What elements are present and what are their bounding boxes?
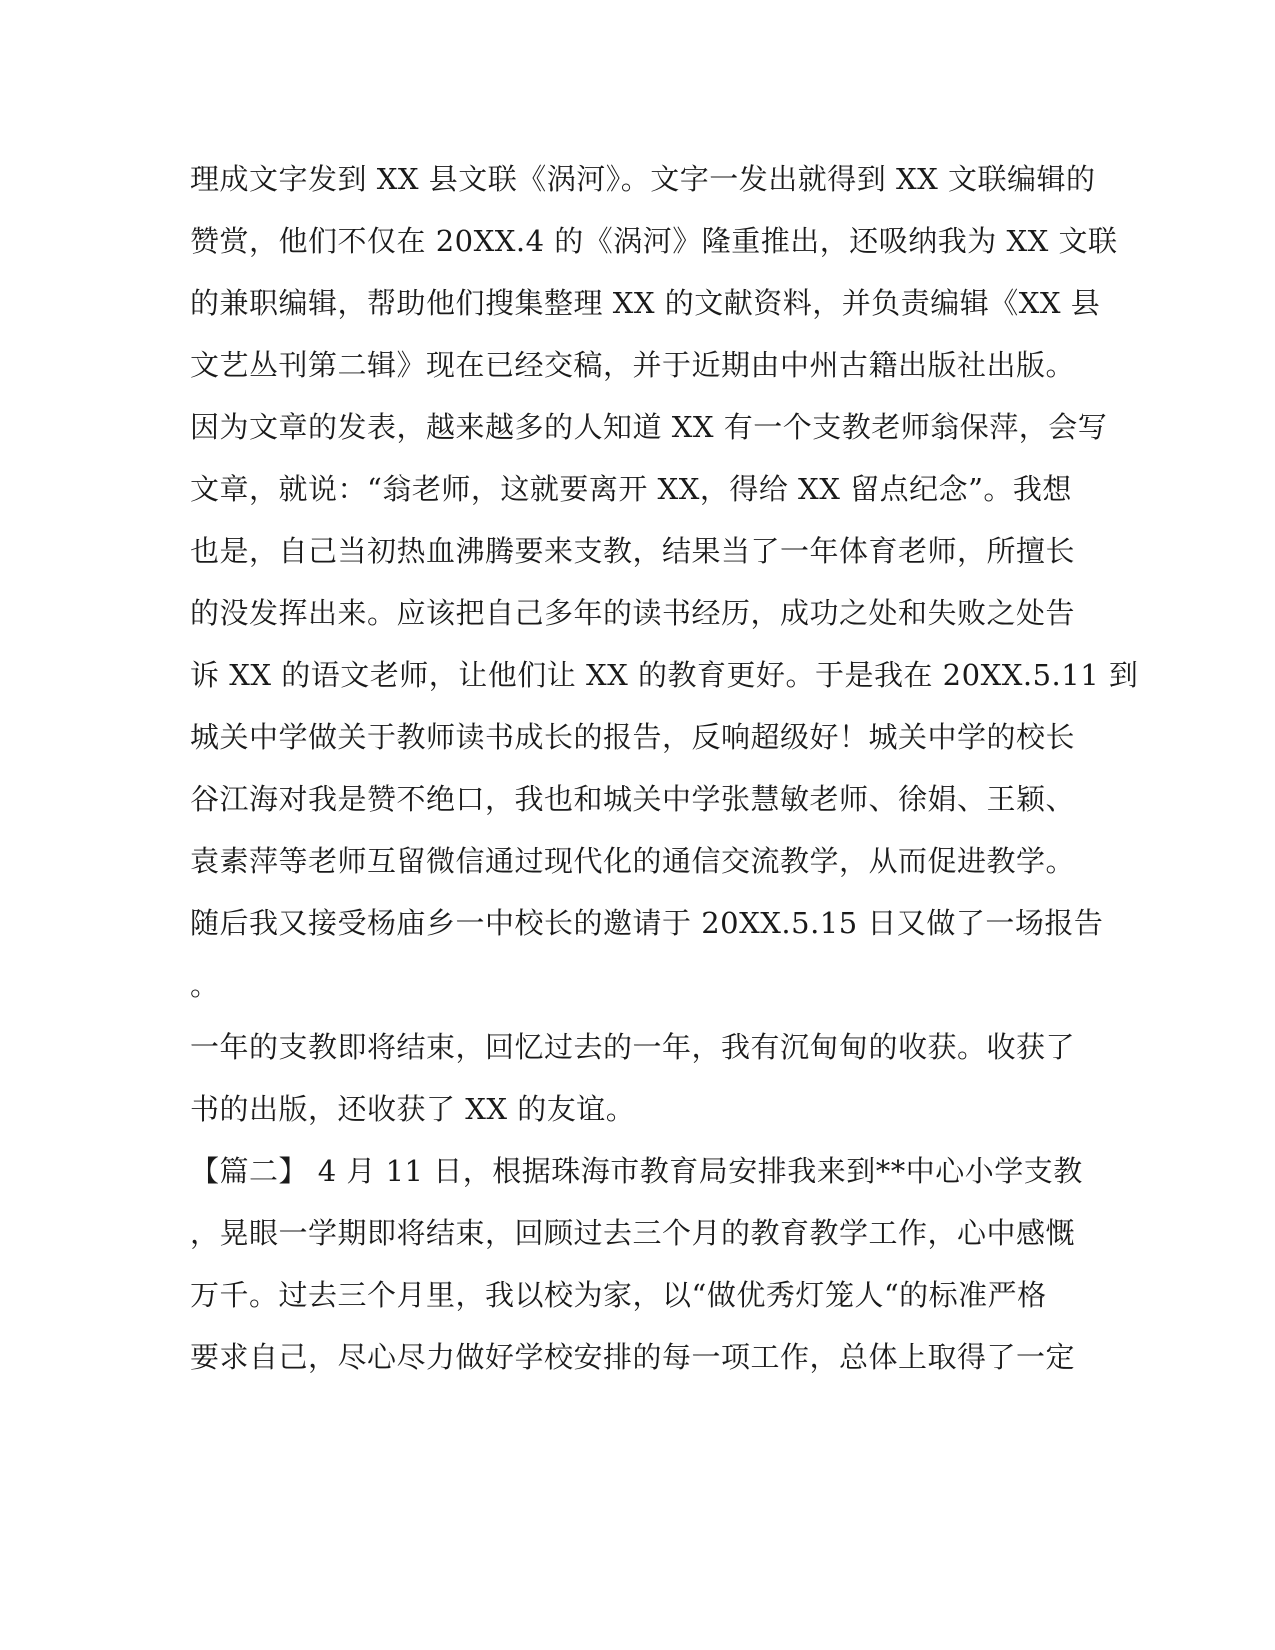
text-line-18: ，晃眼一学期即将结束，回顾过去三个月的教育教学工作，心中感慨 — [190, 1216, 1076, 1250]
text-line-11: 谷江海对我是赞不绝口，我也和城关中学张慧敏老师、徐娟、王颖、 — [190, 782, 1076, 816]
text-line-16: 书的出版，还收获了 XX 的友谊。 — [190, 1092, 636, 1126]
text-line-3: 的兼职编辑，帮助他们搜集整理 XX 的文献资料，并负责编辑《XX 县 — [190, 286, 1101, 320]
text-line-13: 随后我又接受杨庙乡一中校长的邀请于 20XX.5.15 日又做了一场报告 — [190, 906, 1104, 940]
text-line-6: 文章，就说：“翁老师，这就要离开 XX，得给 XX 留点纪念”。我想 — [190, 472, 1072, 506]
text-line-4: 文艺丛刊第二辑》现在已经交稿，并于近期由中州古籍出版社出版。 — [190, 348, 1076, 382]
text-line-1: 理成文字发到 XX 县文联《涡河》。文字一发出就得到 XX 文联编辑的 — [190, 162, 1096, 196]
text-line-5: 因为文章的发表，越来越多的人知道 XX 有一个支教老师翁保萍，会写 — [190, 410, 1108, 444]
text-line-20: 要求自己，尽心尽力做好学校安排的每一项工作，总体上取得了一定 — [190, 1340, 1076, 1374]
text-line-2: 赞赏，他们不仅在 20XX.4 的《涡河》隆重推出，还吸纳我为 XX 文联 — [190, 224, 1118, 258]
text-line-14: 。 — [190, 968, 220, 1002]
text-line-15: 一年的支教即将结束，回忆过去的一年，我有沉甸甸的收获。收获了 — [190, 1030, 1076, 1064]
text-line-9: 诉 XX 的语文老师，让他们让 XX 的教育更好。于是我在 20XX.5.11 到 — [190, 658, 1139, 692]
text-line-8: 的没发挥出来。应该把自己多年的读书经历，成功之处和失败之处告 — [190, 596, 1076, 630]
text-line-10: 城关中学做关于教师读书成长的报告，反响超级好！城关中学的校长 — [190, 720, 1076, 754]
text-line-7: 也是，自己当初热血沸腾要来支教，结果当了一年体育老师，所擅长 — [190, 534, 1076, 568]
text-line-19: 万千。过去三个月里，我以校为家，以“做优秀灯笼人“的标准严格 — [190, 1278, 1047, 1312]
text-line-17: 【篇二】 4 月 11 日，根据珠海市教育局安排我来到**中心小学支教 — [190, 1154, 1083, 1188]
text-line-12: 袁素萍等老师互留微信通过现代化的通信交流教学，从而促进教学。 — [190, 844, 1076, 878]
